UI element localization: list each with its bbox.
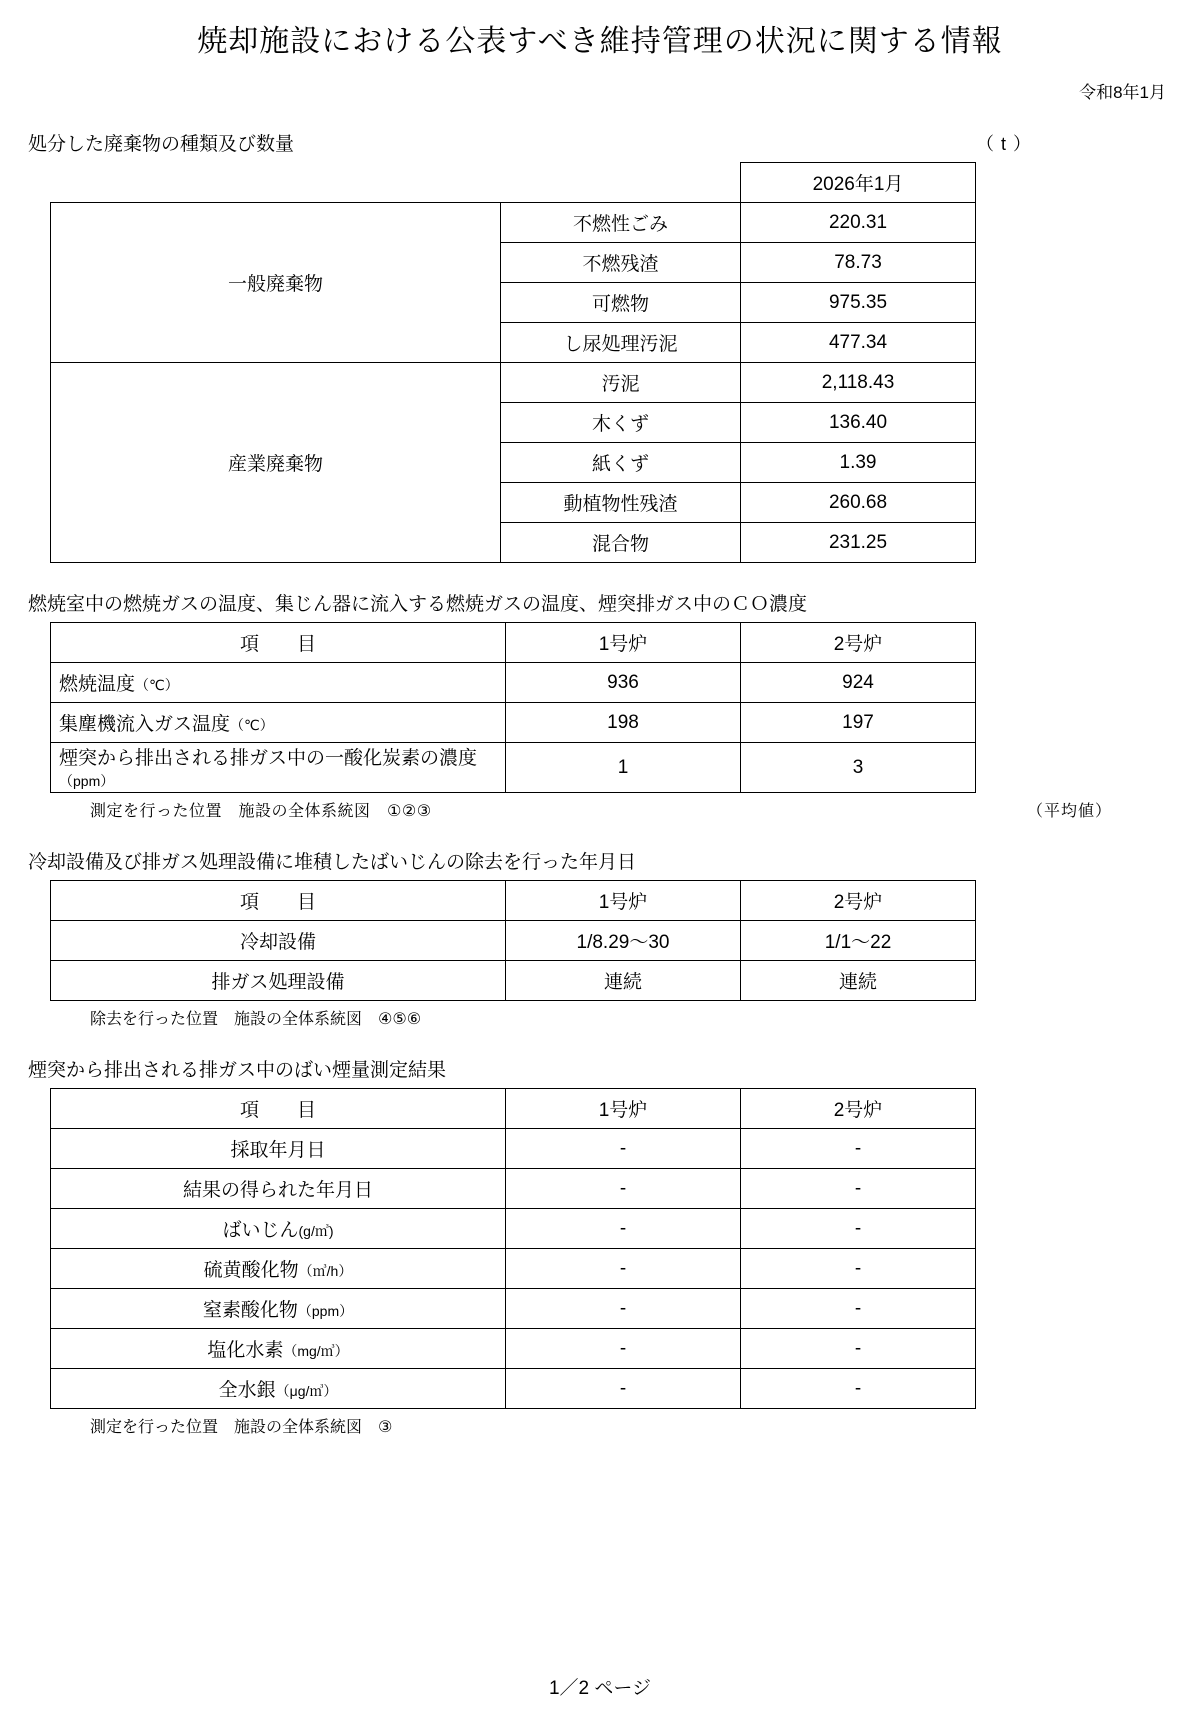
item-label: 汚泥 [501,363,741,403]
value-furnace-1: - [506,1329,741,1369]
value-furnace-1: - [506,1129,741,1169]
row-label [51,1169,506,1209]
column-header-item: 項 目 [51,1089,506,1129]
average-value-note: （平均値） [1026,803,1112,820]
item-value: 136.40 [741,403,976,443]
column-header-furnace-1: 1号炉 [506,881,741,921]
row-label [51,1329,506,1369]
section-waste-types [28,129,1172,563]
table-row [51,1329,976,1369]
temperature-co-table [50,622,976,793]
item-value: 975.35 [741,283,976,323]
value-furnace-1: - [506,1209,741,1249]
row-label-unit: （㎥/h） [298,1263,353,1279]
value-furnace-1: 936 [506,663,741,703]
item-label: 木くず [501,403,741,443]
row-label-text: 燃焼温度 [59,674,136,695]
row-label [51,1289,506,1329]
row-label-text: ばいじん [222,1220,299,1241]
value-furnace-1: - [506,1289,741,1329]
value-furnace-1: - [506,1369,741,1409]
value-furnace-2: - [741,1289,976,1329]
column-header-furnace-2: 2号炉 [741,1089,976,1129]
row-label-text: 窒素酸化物 [202,1300,298,1321]
item-label: 不燃残渣 [501,243,741,283]
table-row [51,363,976,403]
section-emission-measurement [28,1055,1172,1437]
table-row [51,203,976,243]
section-dust-removal [28,847,1172,1029]
table-row [51,1249,976,1289]
row-label: 排ガス処理設備 [51,961,506,1001]
row-label-unit: （mg/㎥） [283,1343,349,1359]
dust-removal-table [50,880,976,1001]
section-dust-removal-heading: 冷却設備及び排ガス処理設備に堆積したばいじんの除去を行った年月日 [28,852,637,873]
value-furnace-2: - [741,1129,976,1169]
row-label [51,1249,506,1289]
item-label: し尿処理汚泥 [501,323,741,363]
table-row [51,1129,976,1169]
item-label: 不燃性ごみ [501,203,741,243]
removal-position-note: 除去を行った位置 施設の全体系統図 ④⑤⑥ [90,1011,422,1028]
value-furnace-2: 3 [741,743,976,793]
value-furnace-2: - [741,1209,976,1249]
item-label: 紙くず [501,443,741,483]
section-dust-removal-header [28,847,1172,874]
value-furnace-1: 1/8.29〜30 [506,921,741,961]
row-label [51,703,506,743]
report-period-date: 令和8年1月 [1079,83,1166,102]
value-furnace-2: 連続 [741,961,976,1001]
table-header-row [51,623,976,663]
item-label: 混合物 [501,523,741,563]
item-value: 220.31 [741,203,976,243]
row-label-text: 煙突から排出される排ガス中の一酸化炭素の濃度 [59,748,478,769]
document-page [0,16,1200,1716]
value-furnace-2: - [741,1169,976,1209]
row-label-text: 全水銀 [218,1380,276,1401]
row-label [51,663,506,703]
row-label: 冷却設備 [51,921,506,961]
row-label-unit: （μg/㎥） [275,1383,338,1399]
value-furnace-1: 198 [506,703,741,743]
column-header-item: 項 目 [51,881,506,921]
row-label-text: 塩化水素 [207,1340,284,1361]
category-general-waste: 一般廃棄物 [51,203,501,363]
row-label [51,1209,506,1249]
value-furnace-2: - [741,1369,976,1409]
section-waste-header [28,129,1172,156]
item-value: 477.34 [741,323,976,363]
item-label: 可燃物 [501,283,741,323]
row-label-unit: （℃） [230,717,274,733]
column-header-furnace-2: 2号炉 [741,623,976,663]
table-row [51,961,976,1001]
column-header-item: 項 目 [51,623,506,663]
emission-position-note: 測定を行った位置 施設の全体系統図 ③ [90,1419,393,1436]
table-row [51,1369,976,1409]
column-header-month: 2026年1月 [741,163,976,203]
section-temperature-co [28,589,1172,821]
value-furnace-2: 924 [741,663,976,703]
column-header-furnace-2: 2号炉 [741,881,976,921]
row-label-text: 硫黄酸化物 [203,1260,299,1281]
table-header-row [51,1089,976,1129]
section-temperature-header [28,589,1172,616]
item-value: 260.68 [741,483,976,523]
item-value: 78.73 [741,243,976,283]
page-title: 焼却施設における公表すべき維持管理の状況に関する情報 [197,25,1003,58]
table-row [51,921,976,961]
item-value: 231.25 [741,523,976,563]
table-row [51,743,976,793]
table-row [51,1289,976,1329]
value-furnace-2: 197 [741,703,976,743]
row-label [51,1369,506,1409]
row-label-text: 採取年月日 [230,1140,326,1161]
table-row [51,703,976,743]
row-label-unit: （℃） [135,677,179,693]
value-furnace-1: - [506,1169,741,1209]
value-furnace-2: 1/1〜22 [741,921,976,961]
row-label [51,743,506,793]
item-label: 動植物性残渣 [501,483,741,523]
section-waste-unit: （ t ） [975,134,1032,154]
table-row [51,1209,976,1249]
section-temperature-heading: 燃焼室中の燃焼ガスの温度、集じん器に流入する燃焼ガスの温度、煙突排ガス中のＣＯ濃度 [28,594,808,615]
column-header-furnace-1: 1号炉 [506,1089,741,1129]
column-header-furnace-1: 1号炉 [506,623,741,663]
row-label-unit: (g/㎥) [298,1223,334,1239]
empty-cell [51,163,501,203]
measurement-position-note: 測定を行った位置 施設の全体系統図 ①②③ [90,803,432,820]
value-furnace-2: - [741,1329,976,1369]
section-emission-heading: 煙突から排出される排ガス中のばい煙量測定結果 [28,1060,447,1081]
value-furnace-1: - [506,1249,741,1289]
row-label [51,1129,506,1169]
section-emission-header [28,1055,1172,1082]
table-row [51,663,976,703]
table-header-row [51,881,976,921]
value-furnace-1: 1 [506,743,741,793]
temperature-note-row [90,798,1112,821]
item-value: 1.39 [741,443,976,483]
section-waste-heading: 処分した廃棄物の種類及び数量 [28,134,295,155]
page-number: 1／2 ページ [548,1678,652,1699]
row-label-unit: （ppm） [297,1303,354,1319]
item-value: 2,118.43 [741,363,976,403]
value-furnace-2: - [741,1249,976,1289]
category-industrial-waste: 産業廃棄物 [51,363,501,563]
value-furnace-1: 連続 [506,961,741,1001]
table-header-row [51,163,976,203]
row-label-text: 集塵機流入ガス温度 [59,714,231,735]
waste-table [50,162,976,563]
table-row [51,1169,976,1209]
row-label-text: 結果の得られた年月日 [182,1180,373,1201]
emission-measurement-table [50,1088,976,1409]
row-label-unit: （ppm） [59,773,115,789]
empty-cell [501,163,741,203]
